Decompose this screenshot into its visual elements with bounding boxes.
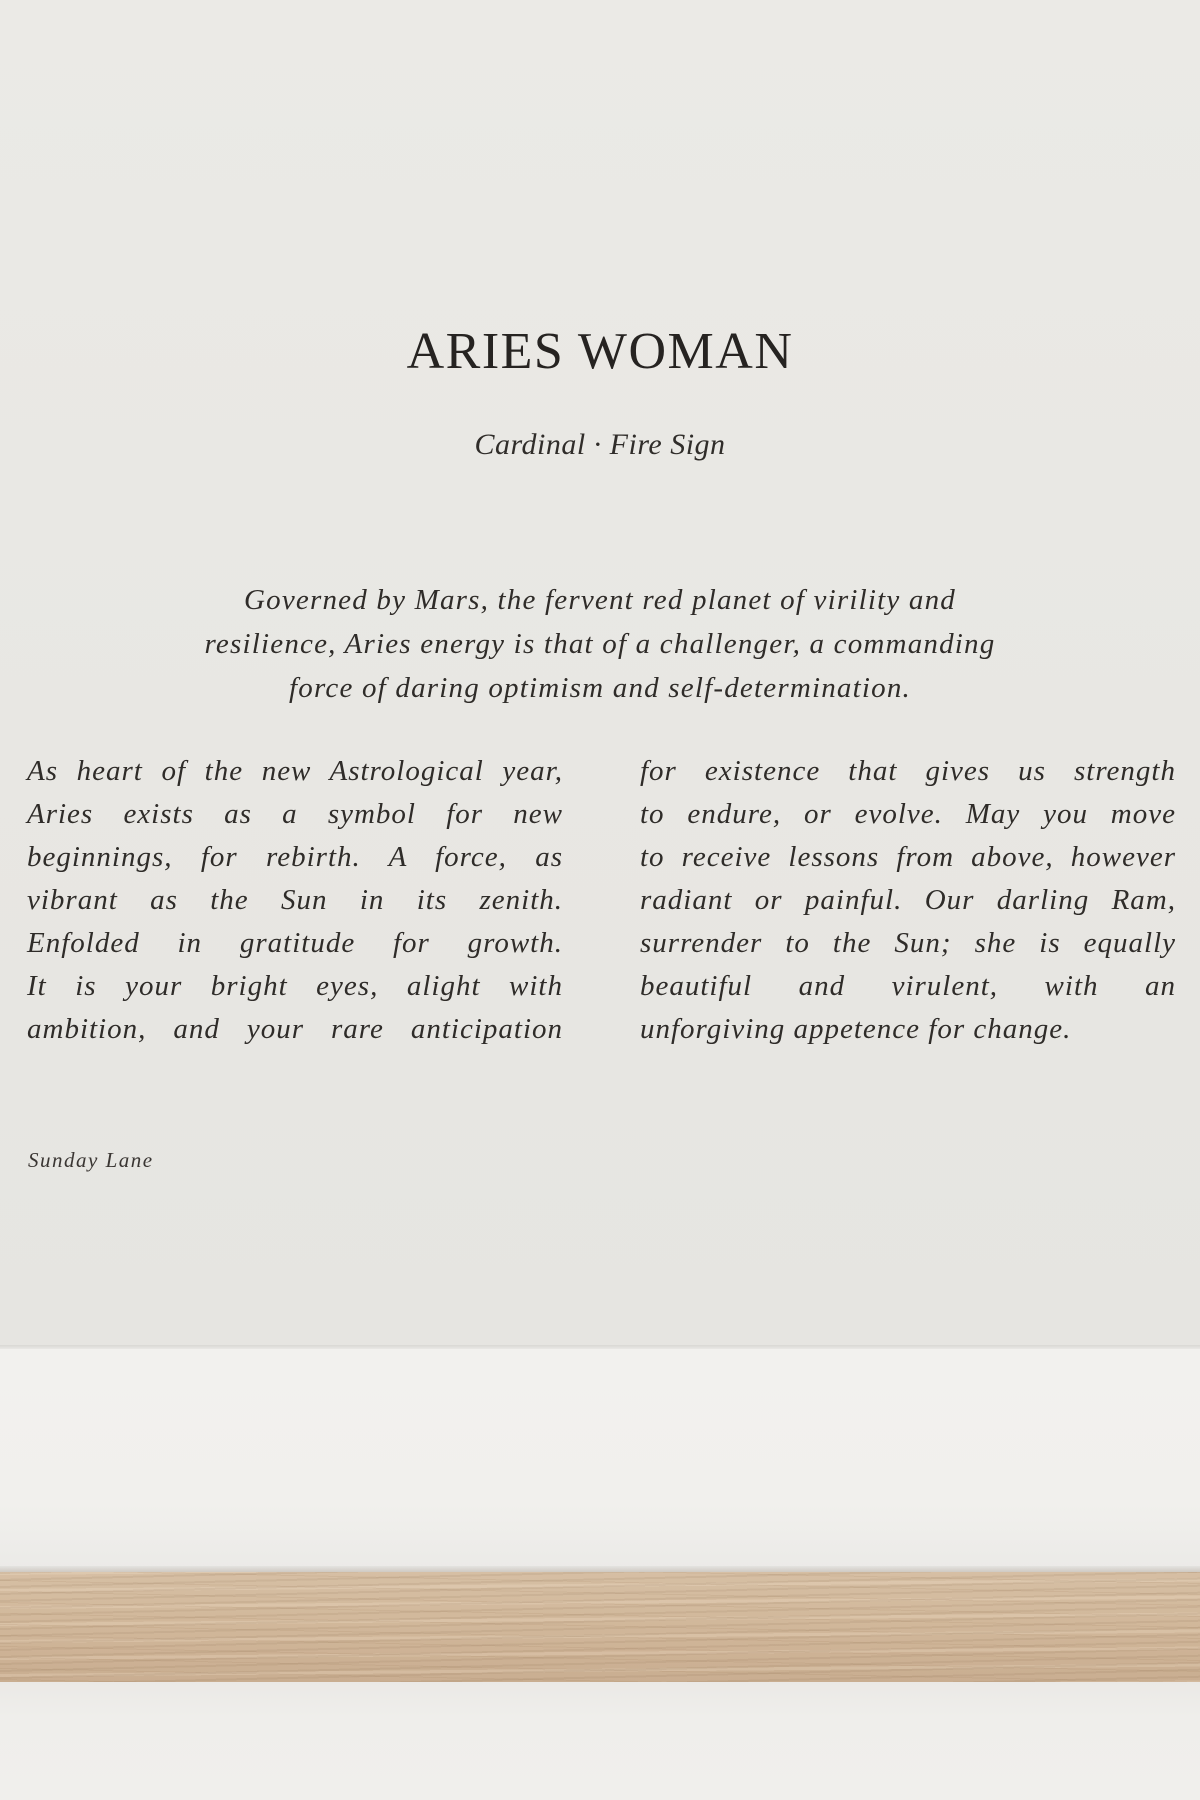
brand-signature: Sunday Lane <box>28 1148 154 1172</box>
print-title: ARIES WOMAN <box>406 323 794 380</box>
column-line: vibrant as the Sun in its zenith. <box>27 884 563 916</box>
column-line: to receive lessons from above, however <box>640 841 1176 873</box>
column-line: Aries exists as a symbol for new <box>27 798 563 830</box>
column-line: beginnings, for rebirth. A force, as <box>27 841 563 873</box>
column-line: As heart of the new Astrological year, <box>27 755 563 787</box>
column-line: ambition, and your rare anticipation <box>27 1013 563 1045</box>
intro-line: resilience, Aries energy is that of a challenger, a commanding <box>204 628 996 660</box>
intro-line: force of daring optimism and self-determination. <box>289 672 911 704</box>
column-line: Enfolded in gratitude for growth. <box>27 927 563 959</box>
mat-board <box>0 1349 1200 1570</box>
intro-line: Governed by Mars, the fervent red planet of virility and <box>243 584 957 616</box>
print-subtitle: Cardinal · Fire Sign <box>474 428 726 461</box>
column-line: radiant or painful. Our darling Ram, <box>640 884 1176 916</box>
column-line: It is your bright eyes, alight with <box>27 970 563 1002</box>
column-line: unforgiving appetence for change. <box>640 1013 1072 1045</box>
column-line: surrender to the Sun; she is equally <box>640 927 1176 959</box>
wood-frame <box>0 1572 1200 1682</box>
left-text-column <box>27 750 563 1051</box>
column-line: for existence that gives us strength <box>640 755 1176 787</box>
column-line: beautiful and virulent, with an <box>640 970 1176 1002</box>
wall-background <box>0 1682 1200 1800</box>
intro-paragraph <box>150 578 1050 710</box>
column-line: to endure, or evolve. May you move <box>640 798 1176 830</box>
right-text-column <box>640 750 1176 1051</box>
